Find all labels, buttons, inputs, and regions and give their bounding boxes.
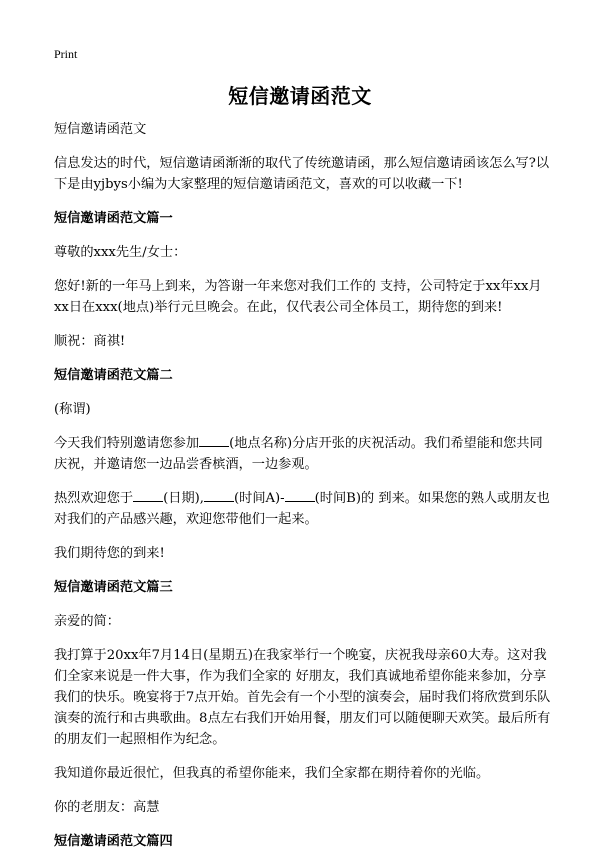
document-body bbox=[54, 119, 552, 865]
text-segment: 今天我们特别邀请您参加 bbox=[54, 436, 200, 451]
text-segment: (日期), bbox=[163, 491, 204, 506]
section3-greeting: 亲爱的简： bbox=[54, 614, 120, 629]
text-segment: 热烈欢迎您于 bbox=[54, 491, 134, 506]
document-title: 短信邀请函范文 bbox=[228, 84, 372, 108]
section-heading-3: 短信邀请函范文篇三 bbox=[54, 580, 173, 595]
fill-in-blank bbox=[285, 489, 315, 502]
section3-signature: 你的老朋友：高慧 bbox=[54, 800, 160, 815]
section2-paragraph-2 bbox=[54, 488, 552, 530]
fill-in-blank bbox=[204, 489, 234, 502]
section-heading-2: 短信邀请函范文篇二 bbox=[54, 368, 173, 383]
section1-body: 您好!新的一年马上到来，为答谢一年来您对我们工作的 支持，公司特定于xx年xx月xx日在xxx(地点)举行元旦晚会。在此，仅代表公司全体员工，期待您的到来! bbox=[54, 279, 542, 315]
section2-salutation: (称谓) bbox=[54, 402, 91, 417]
section3-paragraph-1: 我打算于20xx年7月14日(星期五)在我家举行一个晚宴，庆祝我母亲60大寿。这对我们全家来说是一件大事，作为我们全家的 好朋友，我们真诚地希望你能来参加，分享我们的快乐。晚宴将于7点开始。首先会有一个小型的演奏会，届时我们将欣赏到乐队演奏的流行和古典歌曲。8点左右我们开始用餐，朋友们可以随便聊天欢笑。最后所有的朋友们一起照相作为纪念。 bbox=[54, 648, 551, 747]
section-heading-4: 短信邀请函范文篇四 bbox=[54, 834, 173, 849]
fill-in-blank bbox=[133, 489, 163, 502]
print-label: Print bbox=[54, 47, 78, 61]
subtitle: 短信邀请函范文 bbox=[54, 122, 147, 137]
text-segment: (时间B)的 到来。如果您的熟人或朋友也对我们的产品感兴趣，欢迎您带他们一起来。 bbox=[54, 491, 550, 527]
section2-paragraph-1 bbox=[54, 433, 552, 475]
fill-in-blank bbox=[199, 434, 229, 447]
section2-paragraph-3: 我们期待您的到来! bbox=[54, 546, 165, 561]
section-heading-1: 短信邀请函范文篇一 bbox=[54, 211, 173, 226]
section3-paragraph-2: 我知道你最近很忙，但我真的希望你能来，我们全家都在期待着你的光临。 bbox=[54, 766, 490, 781]
intro-paragraph: 信息发达的时代，短信邀请函渐渐的取代了传统邀请函，那么短信邀请函该怎么写?以下是由yjbys小编为大家整理的短信邀请函范文，喜欢的可以收藏一下! bbox=[54, 156, 550, 192]
section1-greeting: 尊敬的xxx先生/女士： bbox=[54, 245, 187, 260]
text-segment: (地点名称)分店开张的庆祝活动。我们希望能和您共同庆祝，并邀请您一边品尝香槟酒，一边参观。 bbox=[54, 436, 543, 472]
text-segment: (时间A)- bbox=[233, 491, 285, 506]
section1-closing: 顺祝：商祺! bbox=[54, 334, 126, 349]
